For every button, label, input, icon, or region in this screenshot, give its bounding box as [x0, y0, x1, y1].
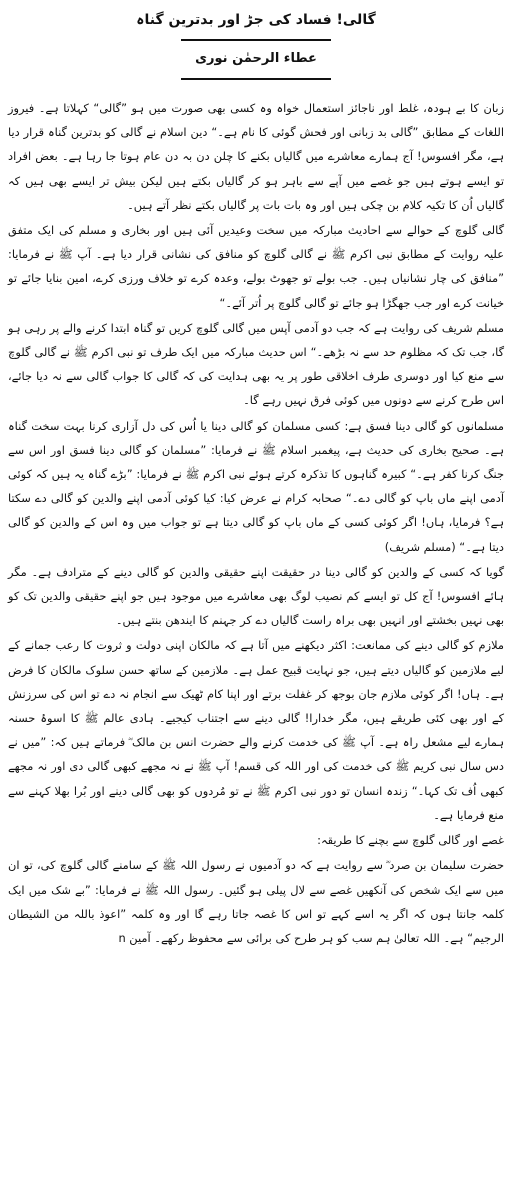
paragraph-mulazim: ملازم کو گالی دینے کی ممانعت: اکثر دیکھنے میں آتا ہے کہ مالکان اپنی دولت و ثروت کا رعب جمانے کے لیے ملازمین کو گالیاں دیتے ہیں، جو نہایت قبیح عمل ہے۔ ملازمین کے ساتھ حسن سلوک مالکان کا فرض ہے۔ ہاں! اگر کوئی ملازم جان بوجھ کر غفلت برتے اور اپنا کام ٹھیک سے انجام نہ دے تو اس کی سرزنش کے اور بھی کئی طریقے ہیں، مگر خدارا! گالی دینے سے اجتناب کیجیے۔ ہادی عالم ﷺ کا اسوۂ حسنہ ہمارے لیے مشعل راہ ہے۔ آپ ﷺ کی خدمت کرنے والے حضرت انس بن مالک ؓ فرماتے ہیں کہ: ”میں نے دس سال نبی کریم ﷺ کی خدمت کی اور اللہ کی قسم! آپ ﷺ نے نہ مجھے کبھی گالی دی اور نہ مجھے کبھی اُف تک کہا۔“ زندہ انسان تو دور نبی اکرم ﷺ نے تو مُردوں کو بھی گالی دینے اور بُرا بھلا کہنے سے منع فرمایا ہے۔	[8, 638, 504, 822]
paragraph-muslim-riwayat: مسلم شریف کی روایت ہے کہ جب دو آدمی آپس میں گالی گلوچ کریں تو گناہ ابتدا کرنے والے پر رہی ہو گا، جب تک کہ مظلوم حد سے نہ بڑھے۔“ اس حدیث مبارکہ میں ایک طرف تو نبی اکرم ﷺ نے گالی گلوچ سے منع کیا اور دوسری طرف اخلاقی طور پر یہ بھی ہدایت کی کہ گالی کا جواب گالی سے نہ دیا جائے، اس طرح کرنے سے دونوں میں کوئی فرق نہیں رہے گا۔	[8, 320, 504, 408]
author-divider	[181, 78, 331, 80]
paragraph-hadith-munafiq: گالی گلوچ کے حوالے سے احادیث مبارکہ میں سخت وعیدیں آئی ہیں اور بخاری و مسلم کی ایک متفق علیہ روایت کے مطابق نبی اکرم ﷺ نے گالی گلوچ کو منافق کی نشانی قرار دیا ہے۔ آپ ﷺ نے فرمایا: ”منافق کی چار نشانیاں ہیں۔ جب بولے تو جھوٹ بولے، وعدہ کرے تو خلاف ورزی کرے، امین بنایا جائے تو خیانت کرے اور جب جھگڑا ہو جائے تو گالی گلوچ پر اُتر آئے۔“	[8, 223, 504, 310]
article-author: عطاء الرحمٰن نوری	[195, 51, 317, 66]
paragraph-intro: زبان کا بے ہودہ، غلط اور ناجائز استعمال خواہ وہ کسی بھی صورت میں ہو ”گالی“ کہلاتا ہے۔ فیروز اللغات کے مطابق ”گالی بد زبانی اور فحش گوئی کا نام ہے۔“ دین اسلام نے گالی کو بدترین گناہ قرار دیا ہے، مگر افسوس! آج ہمارے معاشرے میں گالیاں بکنے کا چلن دن بہ دن عام ہوتا جا رہا ہے۔ بعض افراد تو ایسے ہوتے ہیں جو غصے میں آپے سے باہر ہو کر گالیاں بکتے ہیں لیکن بیش تر ایسے بھی ہیں کہ گالیاں اُن کا تکیہ کلام بن چکی ہیں اور وہ بات بات پر گالیاں بکتے نظر آتے ہیں۔	[8, 101, 504, 212]
title-divider	[181, 39, 331, 41]
article	[8, 0, 504, 1178]
paragraph-conclusion: حضرت سلیمان بن صرد ؓ سے روایت ہے کہ دو آدمیوں نے رسول اللہ ﷺ کے سامنے گالی گلوچ کی، تو ان میں سے ایک شخص کی آنکھیں غصے سے لال پیلی ہو گئیں۔ رسول اللہ ﷺ نے فرمایا: ”بے شک میں ایک کلمہ جانتا ہوں کہ اگر یہ اسے کہے تو اس کا غصہ جاتا رہے گا اور وہ کلمہ ”اعوذ باللہ من الشیطان الرجیم“ ہے۔ اللہ تعالیٰ ہم سب کو ہر طرح کی برائی سے محفوظ رکھے۔ آمین n	[8, 858, 504, 945]
article-title: گالی! فساد کی جڑ اور بدترین گناہ	[136, 12, 376, 28]
paragraph-walidain: گویا کہ کسی کے والدین کو گالی دینا در حقیقت اپنے حقیقی والدین کو گالی دینے کے مترادف ہے۔ مگر ہائے افسوس! آج کل تو ایسے کم نصیب لوگ بھی معاشرے میں موجود ہیں جو اپنے حقیقی والدین تک کو بھی نہیں بخشتے اور انہیں بھی براہ راست گالیاں دے کر جہنم کا ایندھن بنتے ہیں۔	[8, 564, 504, 628]
section-heading-tariqa: غصے اور گالی گلوچ سے بچنے کا طریقہ:	[317, 833, 504, 848]
paragraph-fisq: مسلمانوں کو گالی دینا فسق ہے: کسی مسلمان کو گالی دینا یا اُس کی دل آزاری کرنا بہت سخت گناہ ہے۔ صحیح بخاری کی حدیث ہے، پیغمبر اسلام ﷺ نے فرمایا: ”مسلمان کو گالی دینا فسق اور اس سے جنگ کرنا کفر ہے۔“ کبیرہ گناہوں کا تذکرہ کرتے ہوئے نبی اکرم ﷺ نے فرمایا: ”بڑے گناہ یہ ہیں کہ کوئی آدمی اپنے ماں باپ کو گالی دے۔“ صحابہ کرام نے عرض کیا: کیا کوئی آدمی اپنے والدین کو گالی دے سکتا ہے؟ فرمایا، ہاں! اگر کوئی کسی کے ماں باپ کو گالی دیتا ہے تو جواب میں وہ اس کے والدین کو گالی دیتا ہے۔“ (مسلم شریف)	[8, 418, 504, 554]
